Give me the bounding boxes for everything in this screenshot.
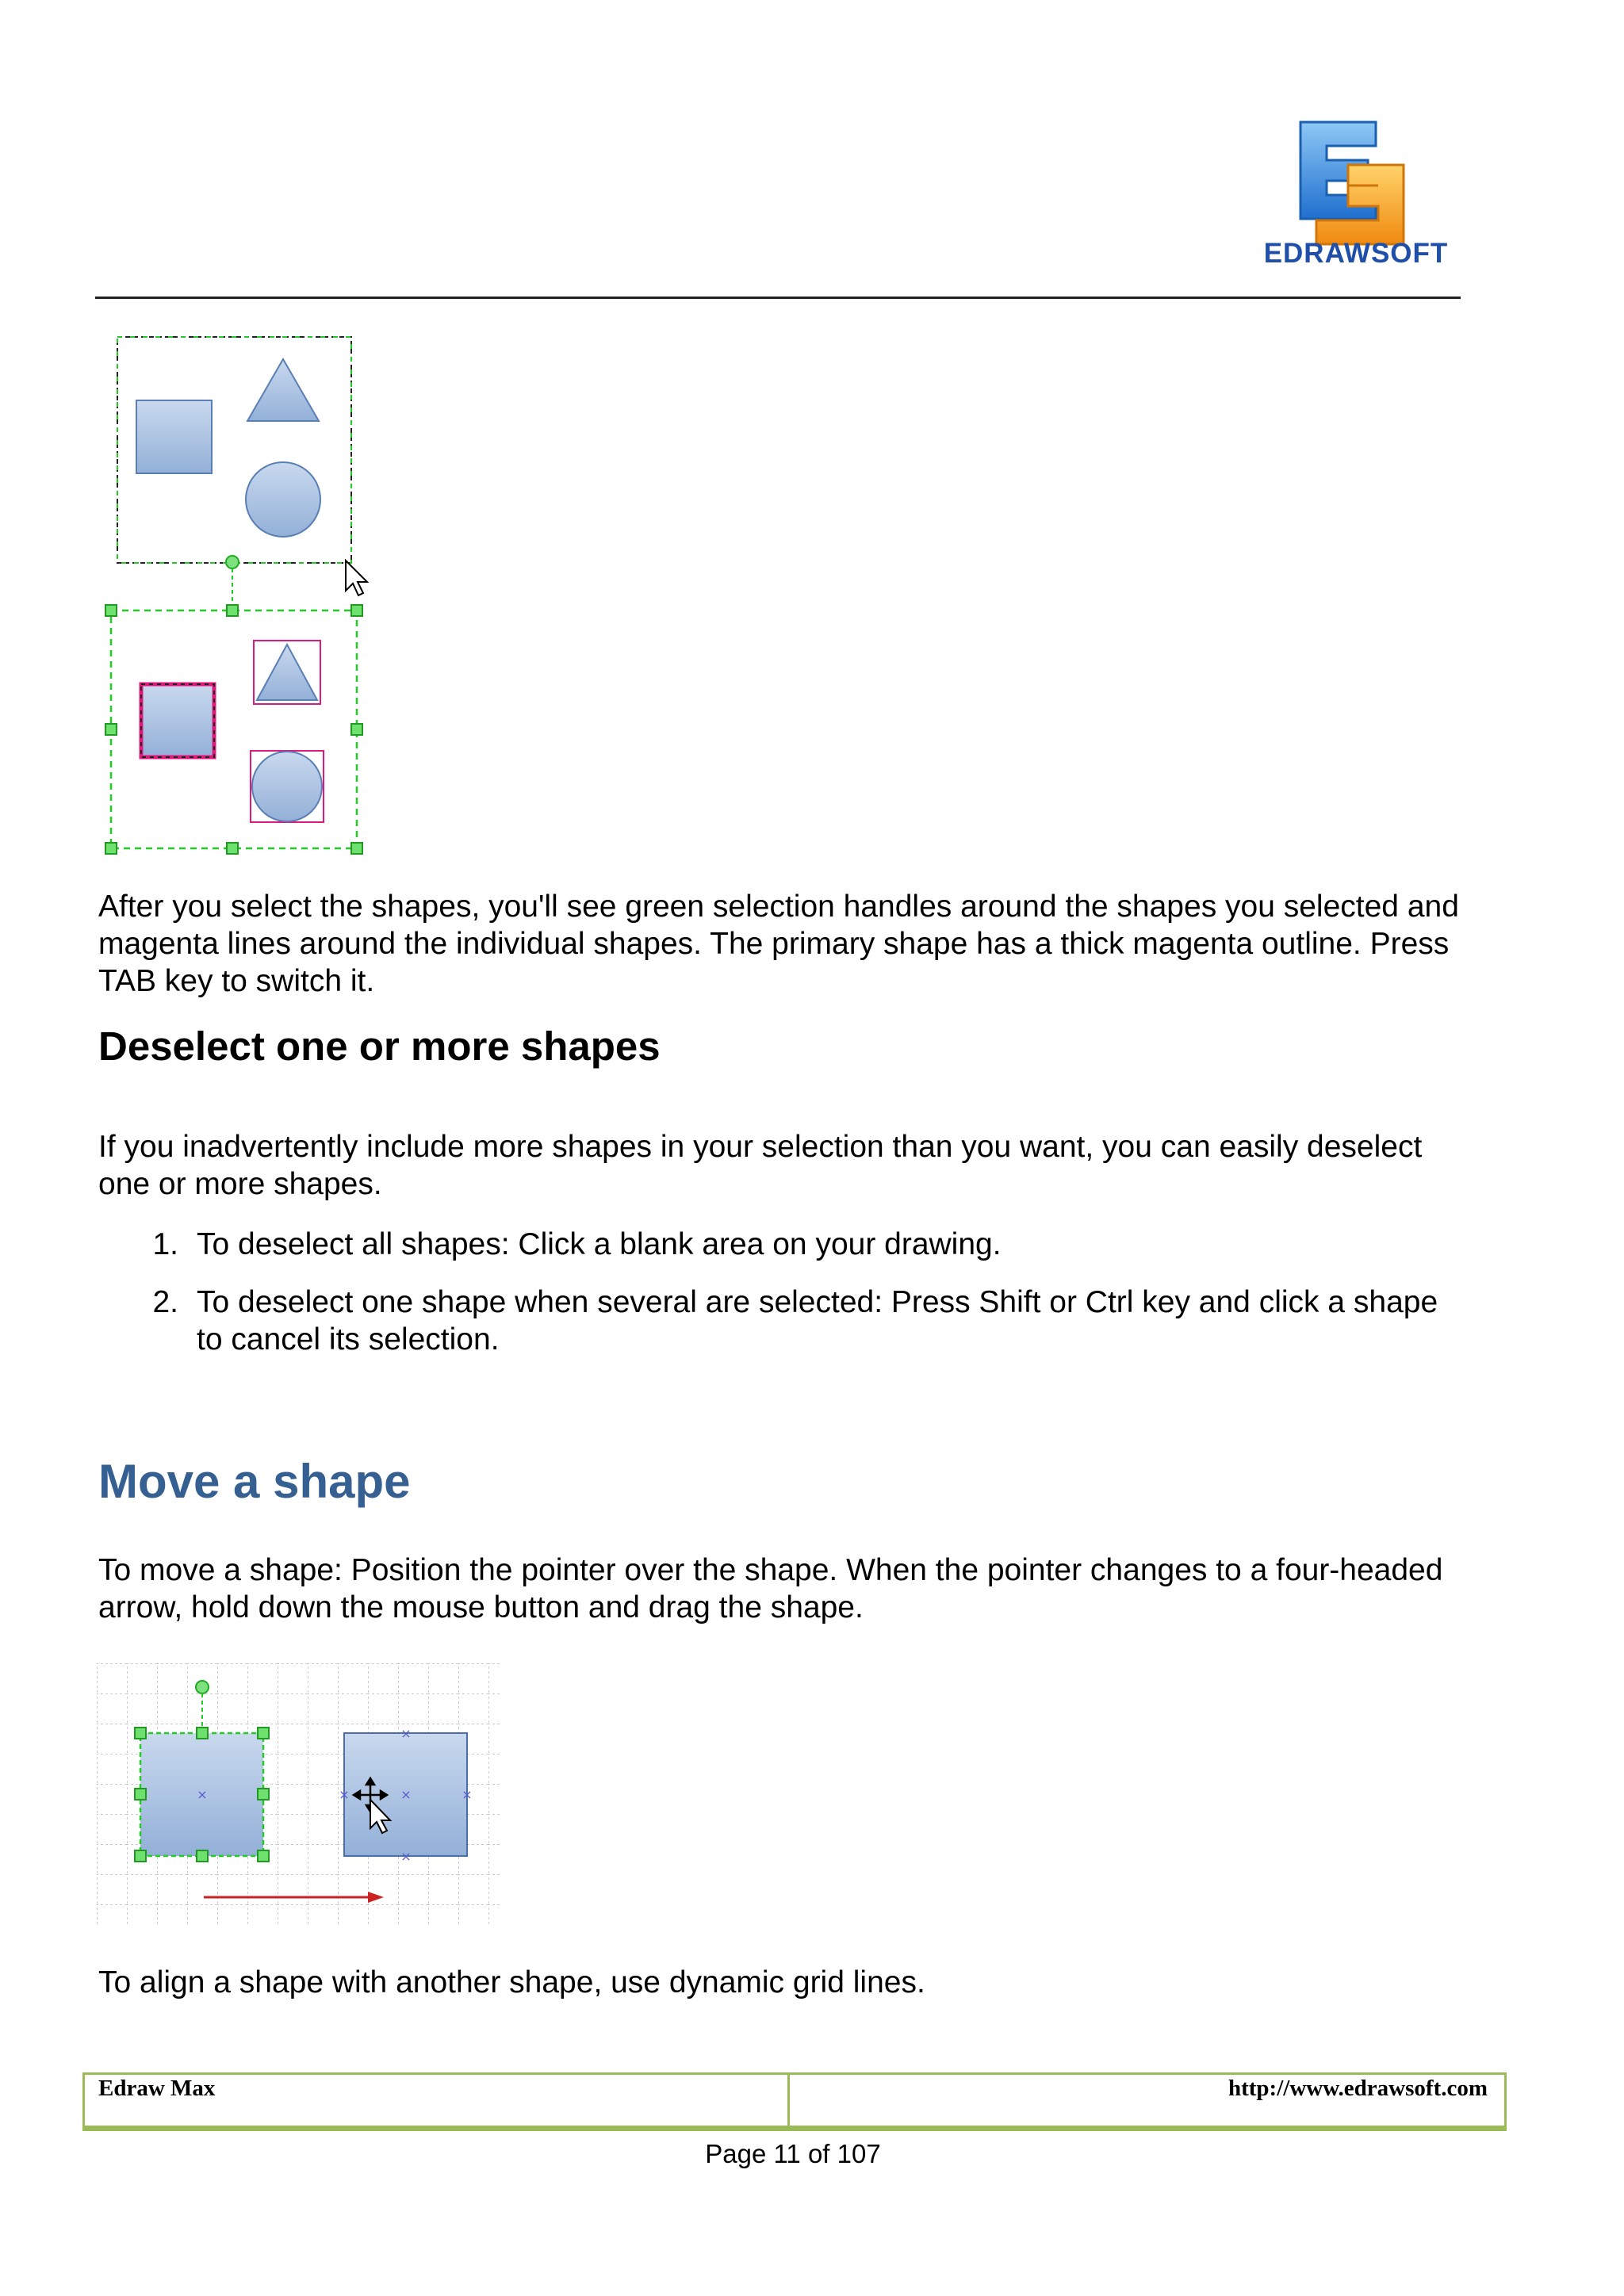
heading-move-shape: Move a shape	[98, 1455, 411, 1508]
svg-text:×: ×	[339, 1787, 350, 1802]
square-shape	[136, 400, 212, 473]
paragraph-move-shape: To move a shape: Position the pointer over the shape. When the pointer changes to a four-headed arrow, hold down the mouse button and drag the shape.	[98, 1553, 1443, 1624]
cursor-arrow-icon	[346, 561, 367, 595]
paragraph-after-selection: After you select the shapes, you'll see green selection handles around the shapes you selected and magenta lines around the individual shapes. The primary shape has a thick magenta outline. Press TAB key to switch it.	[98, 890, 1459, 998]
rotation-handle	[226, 556, 239, 568]
circle-shape	[246, 462, 320, 537]
svg-text:×: ×	[197, 1787, 208, 1802]
paragraph-align: To align a shape with another shape, use dynamic grid lines.	[98, 1965, 925, 1999]
footer-divider	[787, 2072, 790, 2131]
svg-text:×: ×	[400, 1726, 412, 1741]
list-item: To deselect one shape when several are selected: Press Shift or Ctrl key and click a shape to cancel its selection.	[197, 1285, 1438, 1357]
list-item-number: 1.	[152, 1227, 178, 1261]
paragraph-deselect-intro: If you inadvertently include more shapes in your selection than you want, you can easily deselect one or more shapes.	[98, 1130, 1423, 1201]
svg-text:×: ×	[462, 1787, 473, 1802]
footer-website-link[interactable]: http://www.edrawsoft.com	[1228, 2076, 1488, 2101]
footer-product-name: Edraw Max	[98, 2076, 216, 2101]
header-divider	[95, 297, 1461, 299]
move-shape-illustration	[97, 1663, 501, 1925]
heading-deselect: Deselect one or more shapes	[98, 1024, 661, 1069]
page-number: Page 11 of 107	[705, 2139, 881, 2168]
list-item: To deselect all shapes: Click a blank area on your drawing.	[197, 1227, 1002, 1261]
svg-text:×: ×	[400, 1849, 412, 1864]
selection-illustration	[103, 329, 381, 868]
brand-name: EDRAWSOFT	[1263, 238, 1449, 269]
list-item-number: 2.	[152, 1285, 178, 1319]
svg-text:×: ×	[400, 1787, 412, 1802]
primary-square-shape	[141, 684, 214, 757]
